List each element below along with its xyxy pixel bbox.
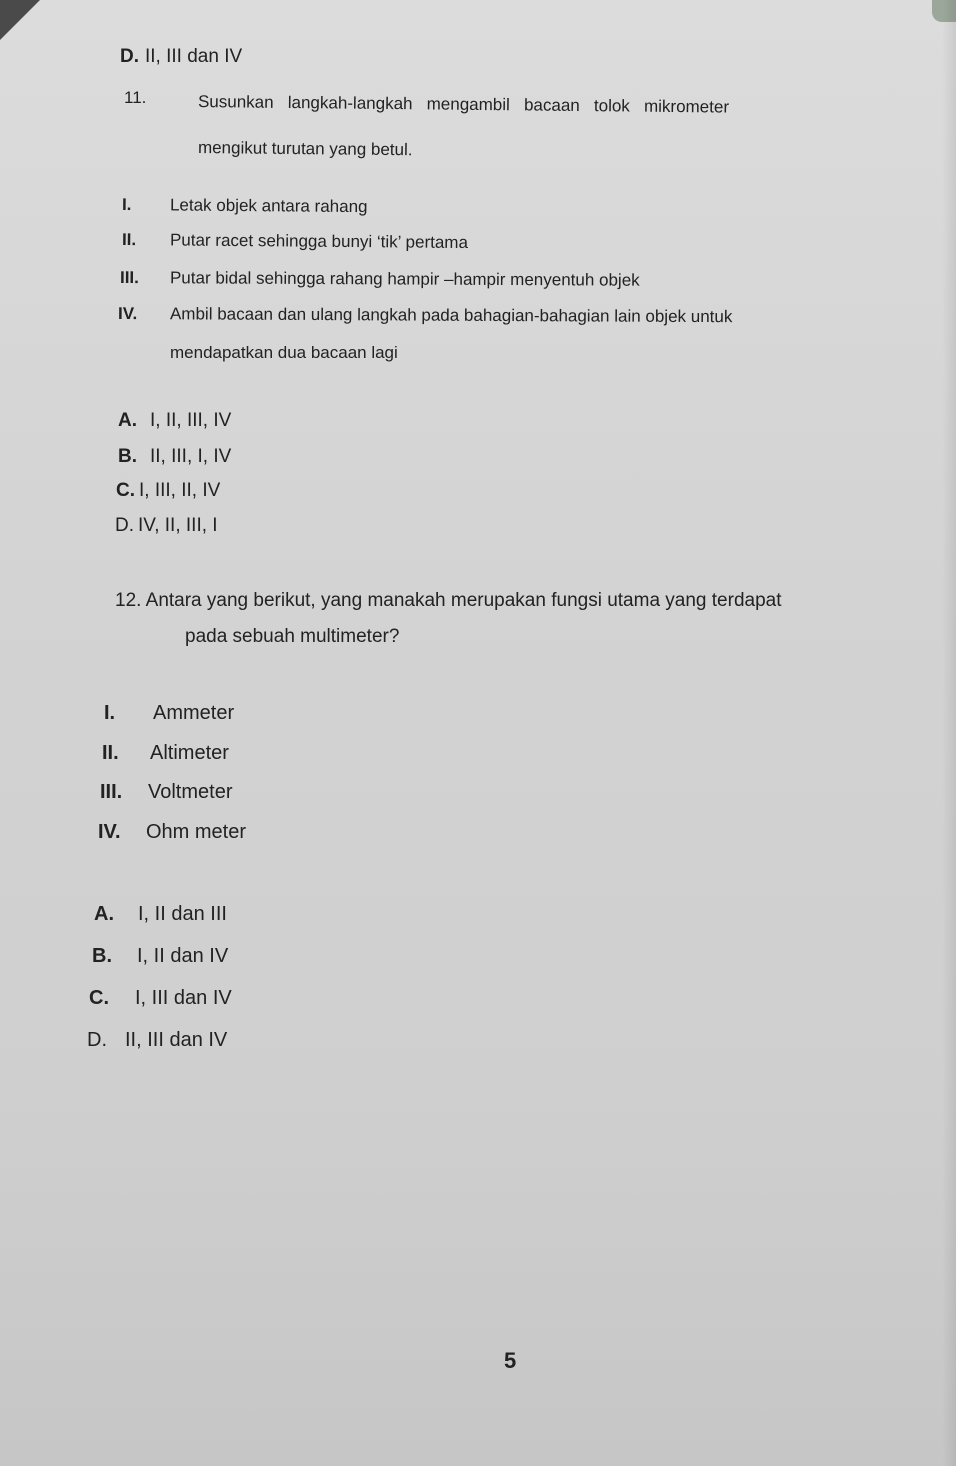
item-text: Voltmeter <box>148 781 233 803</box>
item-number: IV. <box>98 821 121 843</box>
step-text: Letak objek antara rahang <box>169 195 368 217</box>
step-number: I. <box>121 195 132 215</box>
step-text: Ambil bacaan dan ulang langkah pada bahagian-bahagian lain objek untuk <box>169 304 733 327</box>
option-text: II, III dan IV <box>125 1029 228 1051</box>
option-letter: C. <box>116 480 135 501</box>
page-number: 5 <box>504 1348 517 1373</box>
q12-question-line1: 12. Antara yang berikut, yang manakah merupakan fungsi utama yang terdapat <box>115 590 782 611</box>
item-text: Altimeter <box>150 742 229 764</box>
q12-item-4 <box>98 821 246 844</box>
item-number: II. <box>102 742 119 764</box>
q11-option-c <box>116 480 220 502</box>
option-letter: B. <box>92 945 112 967</box>
item-text: Ammeter <box>153 702 235 724</box>
option-text: I, III dan IV <box>135 987 232 1009</box>
q12-item-2 <box>102 742 229 765</box>
q12-item-3 <box>100 781 232 804</box>
q11-step-2 <box>122 230 468 253</box>
option-text: I, II dan III <box>138 903 227 925</box>
q12-item-1 <box>104 702 234 725</box>
option-text: IV, II, III, I <box>138 515 218 536</box>
option-letter: B. <box>118 446 137 467</box>
item-text: Ohm meter <box>146 821 247 843</box>
q11-step-3 <box>120 268 640 291</box>
option-text: II, III dan IV <box>145 46 243 67</box>
page-edge-shadow <box>942 0 956 1466</box>
step-number: IV. <box>117 304 138 324</box>
q11-question-line1: Susunkan langkah-langkah mengambil bacaan tolok mikrometer <box>197 92 730 117</box>
q11-step-4-line2: mendapatkan dua bacaan lagi <box>170 343 398 362</box>
q11-option-d <box>115 515 218 537</box>
step-text: Putar racet sehingga bunyi ‘tik’ pertama <box>169 230 469 253</box>
q11-step-4 <box>118 304 732 327</box>
q12-option-d <box>87 1029 227 1052</box>
q12-option-b <box>92 945 228 968</box>
q11-option-b <box>118 446 231 468</box>
option-text: I, II dan IV <box>137 945 229 967</box>
q11-number: 11. <box>124 88 147 107</box>
q11-question-line2: mengikut turutan yang betul. <box>197 138 413 160</box>
q11-step-1 <box>122 195 368 217</box>
page-corner-shadow <box>0 0 40 40</box>
option-letter: D. <box>120 46 139 67</box>
option-letter: A. <box>118 410 137 431</box>
option-text: I, III, II, IV <box>139 480 221 501</box>
option-text: II, III, I, IV <box>150 446 232 467</box>
option-letter: D. <box>115 515 134 536</box>
option-letter: A. <box>94 903 114 925</box>
option-letter: C. <box>89 987 109 1009</box>
item-number: I. <box>104 702 116 724</box>
q12-question-line2: pada sebuah multimeter? <box>185 626 400 647</box>
step-number: II. <box>121 230 137 250</box>
q11-option-a <box>118 410 231 432</box>
q12-option-c <box>89 987 232 1010</box>
q12-option-a <box>94 903 227 926</box>
item-number: III. <box>100 781 123 803</box>
q10-option-d <box>120 46 242 68</box>
step-number: III. <box>119 268 139 288</box>
step-text: Putar bidal sehingga rahang hampir –hampir menyentuh objek <box>169 268 640 290</box>
option-letter: D. <box>87 1029 107 1051</box>
option-text: I, II, III, IV <box>150 410 232 431</box>
